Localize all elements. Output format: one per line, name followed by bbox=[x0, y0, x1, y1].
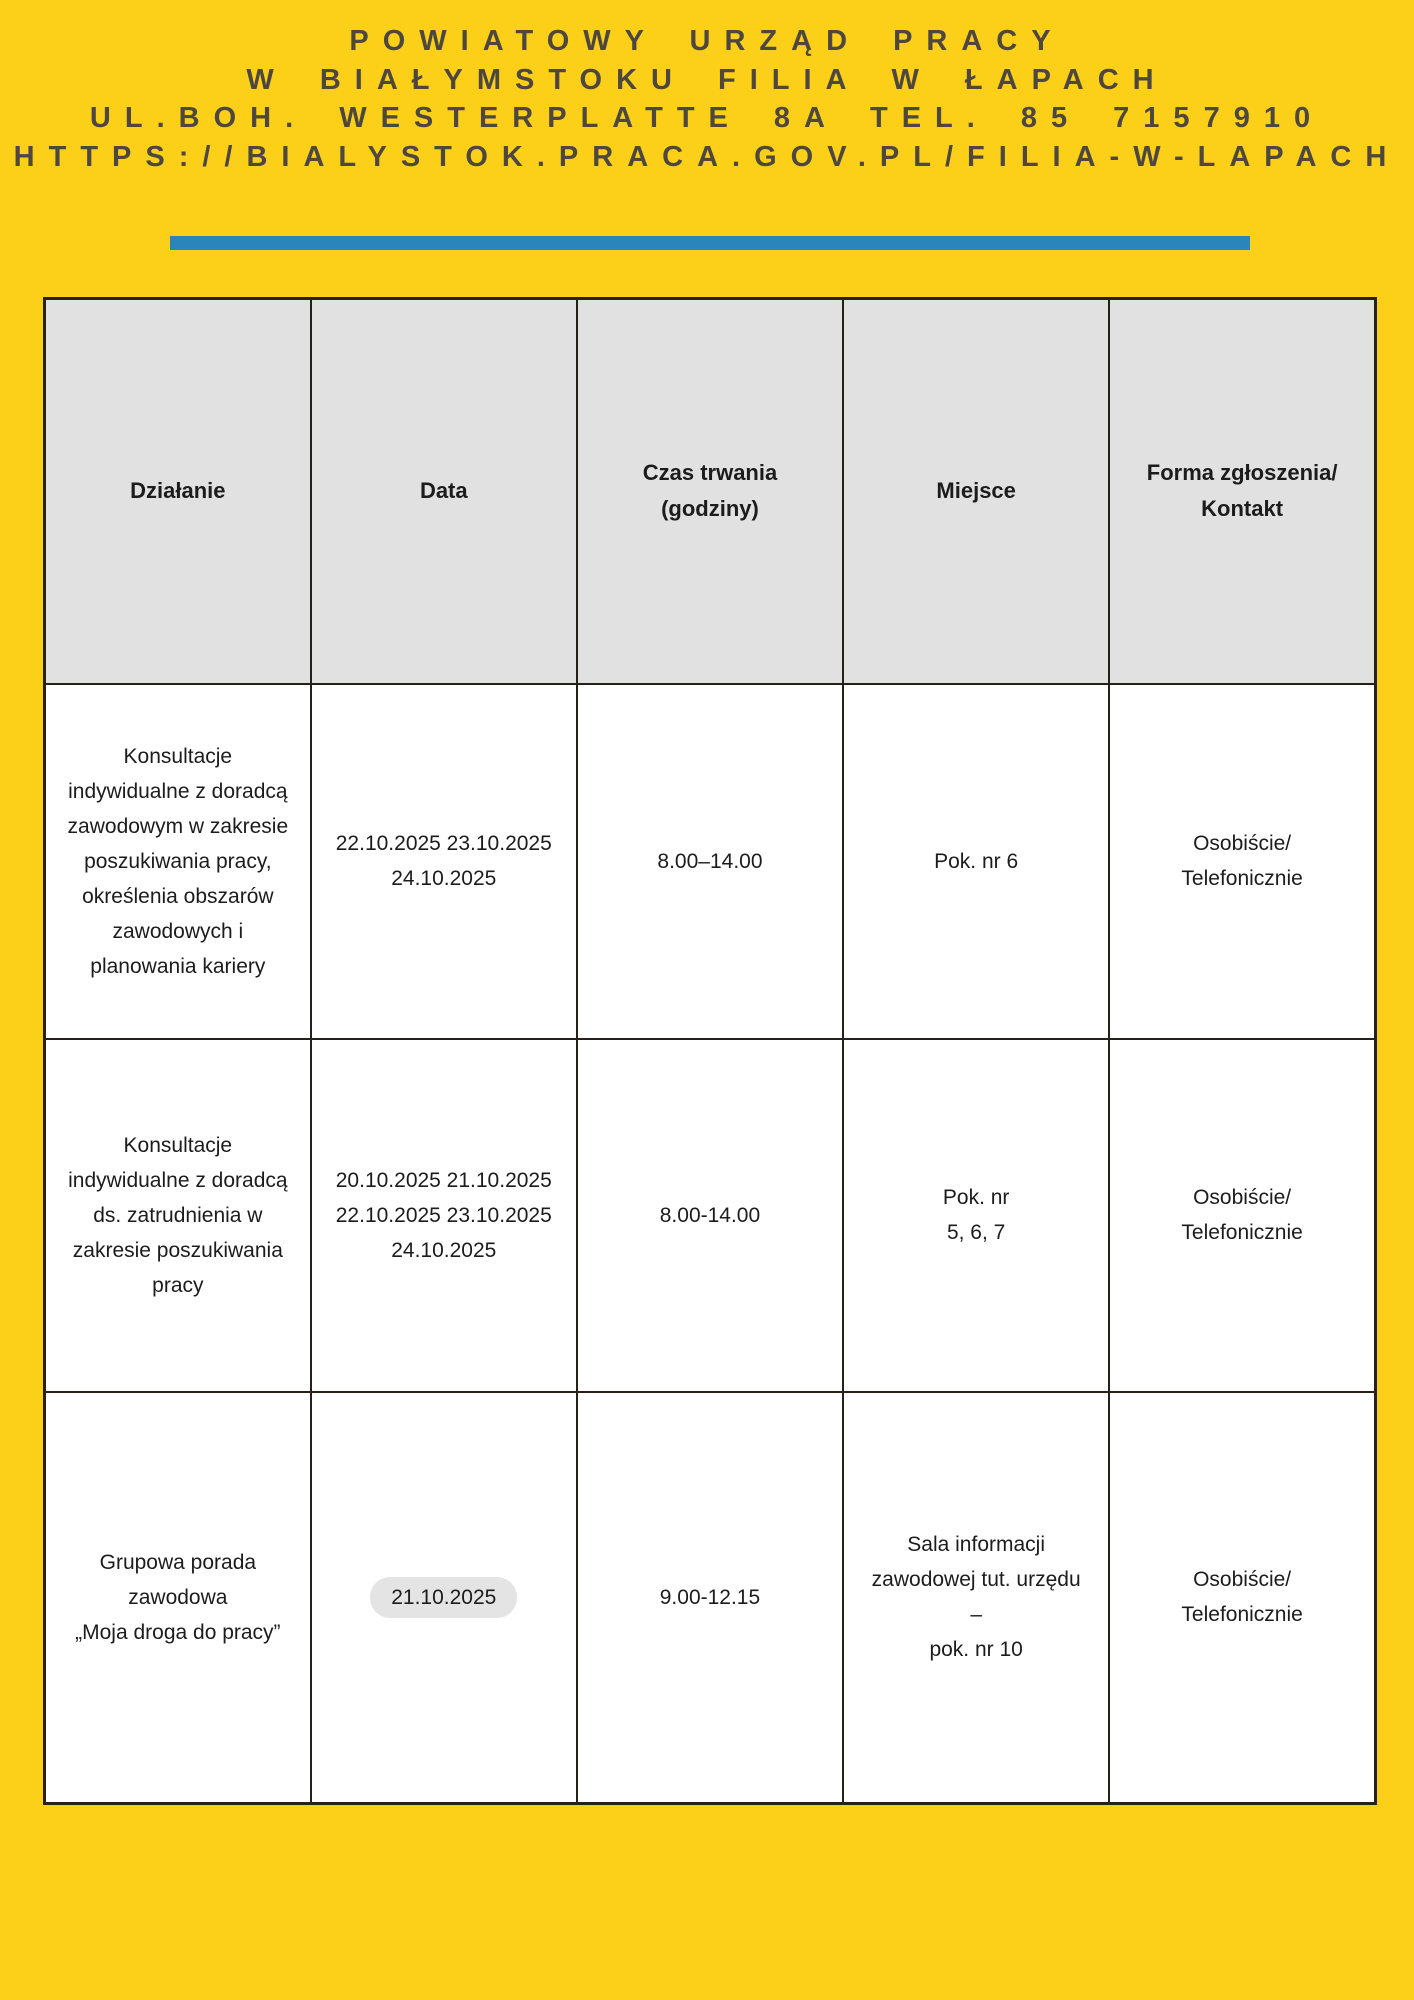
column-header-dzialanie: Działanie bbox=[45, 299, 311, 684]
contact-cell: Osobiście/ Telefonicznie bbox=[1109, 1039, 1375, 1392]
place-cell: Pok. nr 5, 6, 7 bbox=[843, 1039, 1109, 1392]
table-row-konsultacje-doradca-zatrudnienia bbox=[45, 1039, 1376, 1392]
activity-cell: Konsultacje indywidualne z doradcą ds. zatrudnienia w zakresie poszukiwania pracy bbox=[45, 1039, 311, 1392]
table-row-grupowa-porada bbox=[45, 1392, 1376, 1804]
org-address-phone-line: UL.BOH. WESTERPLATTE 8A TEL. 85 7157910 bbox=[89, 102, 1325, 134]
contact-cell: Osobiście/ Telefonicznie bbox=[1109, 684, 1375, 1039]
date-cell bbox=[311, 1392, 577, 1804]
schedule-table bbox=[43, 297, 1377, 1805]
date-cell: 20.10.2025 21.10.2025 22.10.2025 23.10.2025 24.10.2025 bbox=[311, 1039, 577, 1392]
divider-bar bbox=[170, 236, 1250, 250]
activity-cell: Konsultacje indywidualne z doradcą zawodowym w zakresie poszukiwania pracy, określenia obszarów zawodowych i planowania kariery bbox=[45, 684, 311, 1039]
column-header-forma-zgloszenia: Forma zgłoszenia/ Kontakt bbox=[1109, 299, 1375, 684]
activity-cell: Grupowa porada zawodowa „Moja droga do pracy” bbox=[45, 1392, 311, 1804]
org-header bbox=[0, 0, 1414, 176]
time-cell: 8.00-14.00 bbox=[577, 1039, 843, 1392]
time-cell: 9.00-12.15 bbox=[577, 1392, 843, 1804]
place-cell: Pok. nr 6 bbox=[843, 684, 1109, 1039]
place-cell: Sala informacji zawodowej tut. urzędu – pok. nr 10 bbox=[843, 1392, 1109, 1804]
time-cell: 8.00–14.00 bbox=[577, 684, 843, 1039]
column-header-miejsce: Miejsce bbox=[843, 299, 1109, 684]
org-branch-line: W BIAŁYMSTOKU FILIA W ŁAPACH bbox=[246, 63, 1168, 96]
org-url-line: HTTPS://BIALYSTOK.PRACA.GOV.PL/FILIA-W-LAPACH bbox=[13, 140, 1401, 173]
column-header-data: Data bbox=[311, 299, 577, 684]
table-header-row bbox=[45, 299, 1376, 684]
org-name-line: POWIATOWY URZĄD PRACY bbox=[349, 25, 1065, 57]
column-header-czas-trwania: Czas trwania (godziny) bbox=[577, 299, 843, 684]
date-cell: 22.10.2025 23.10.2025 24.10.2025 bbox=[311, 684, 577, 1039]
contact-cell: Osobiście/ Telefonicznie bbox=[1109, 1392, 1375, 1804]
date-highlight-pill: 21.10.2025 bbox=[370, 1577, 517, 1618]
table-row-konsultacje-doradca-zawodowy bbox=[45, 684, 1376, 1039]
